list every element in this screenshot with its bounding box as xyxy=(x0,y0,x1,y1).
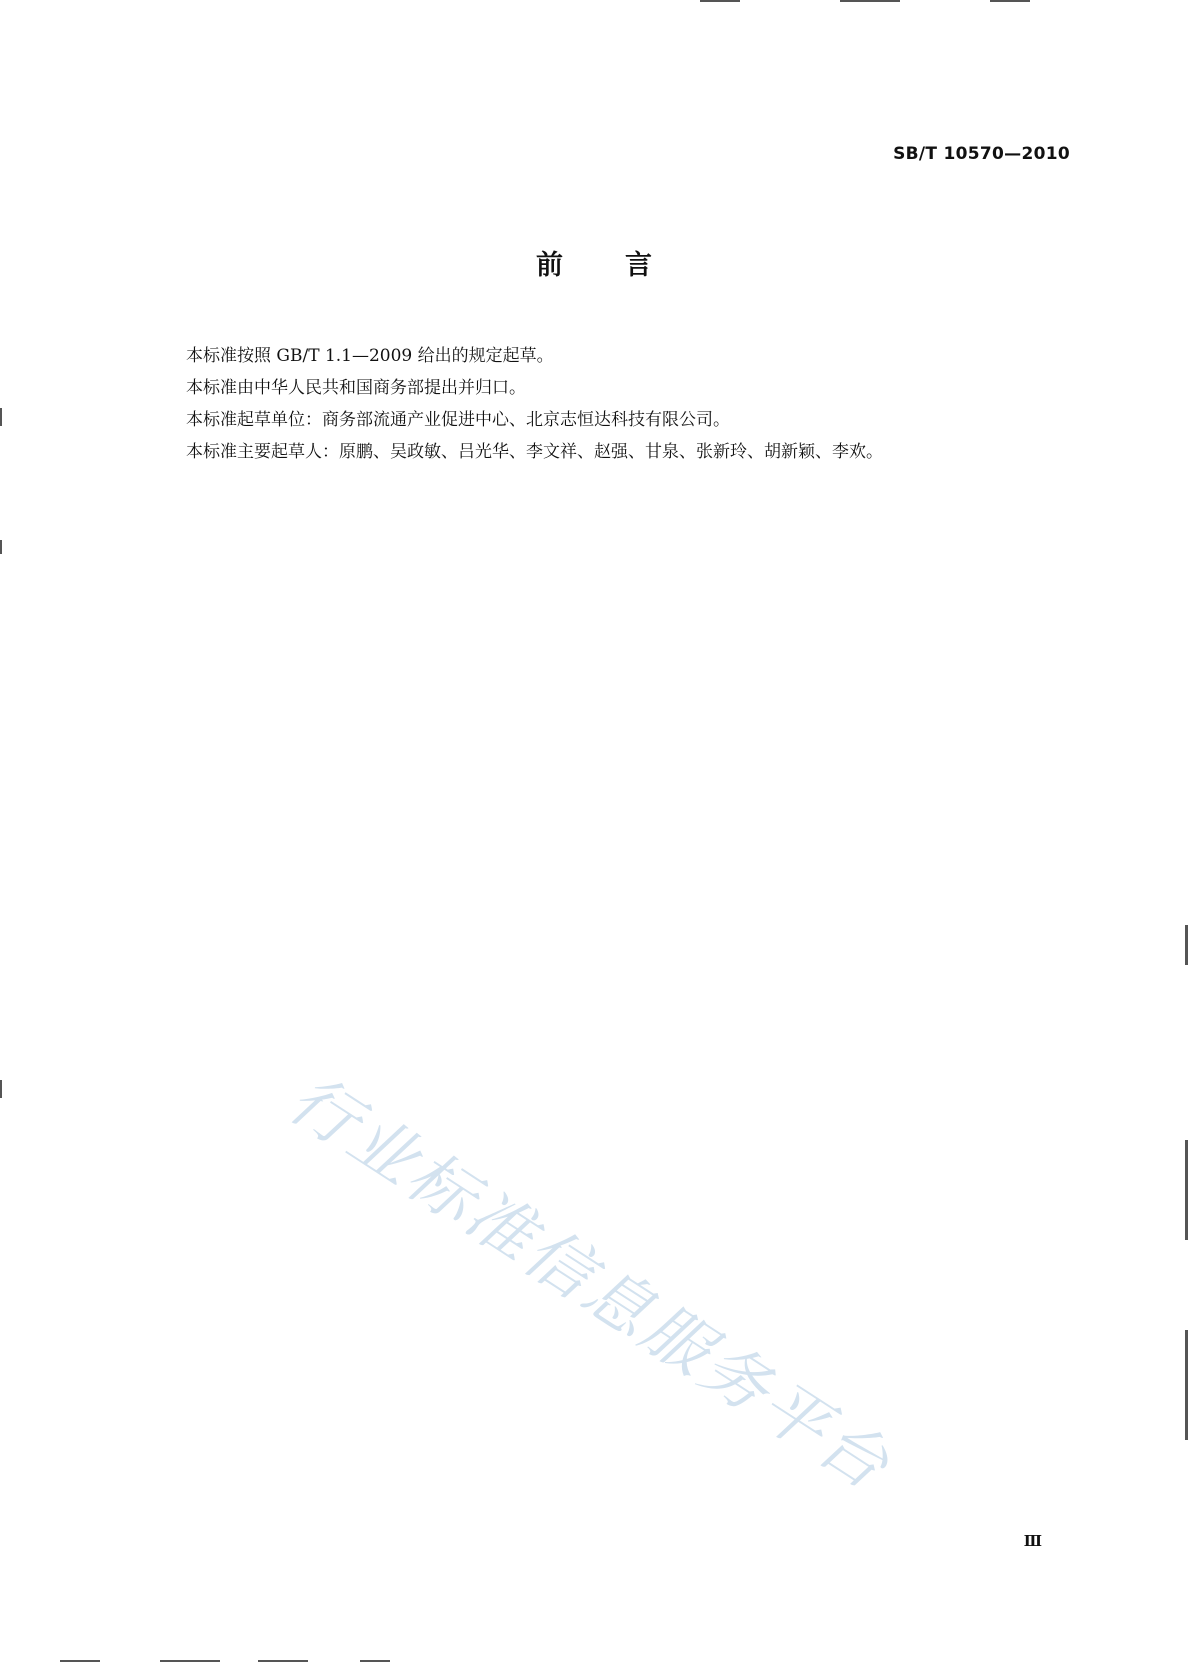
scan-edge-mark xyxy=(0,1080,2,1098)
foreword-paragraph: 本标准起草单位：商务部流通产业促进中心、北京志恒达科技有限公司。 xyxy=(186,410,730,430)
scan-edge-mark xyxy=(990,0,1030,2)
foreword-body xyxy=(186,340,1046,468)
watermark-text: 行业标准信息服务平台 xyxy=(275,1060,905,1507)
foreword-paragraph: 本标准按照 GB/T 1.1—2009 给出的规定起草。 xyxy=(186,346,554,366)
standard-code: SB/T 10570—2010 xyxy=(893,144,1070,164)
scan-edge-mark xyxy=(700,0,740,2)
foreword-paragraph: 本标准主要起草人：原鹏、吴政敏、吕光华、李文祥、赵强、甘泉、张新玲、胡新颖、李欢。 xyxy=(186,442,883,462)
scan-edge-mark xyxy=(0,540,2,554)
foreword-paragraph: 本标准由中华人民共和国商务部提出并归口。 xyxy=(186,378,526,398)
scan-edge-mark xyxy=(840,0,900,2)
page-number: Ⅲ xyxy=(1023,1532,1042,1550)
page-title: 前言 xyxy=(536,250,714,281)
scan-edge-mark xyxy=(0,408,2,426)
